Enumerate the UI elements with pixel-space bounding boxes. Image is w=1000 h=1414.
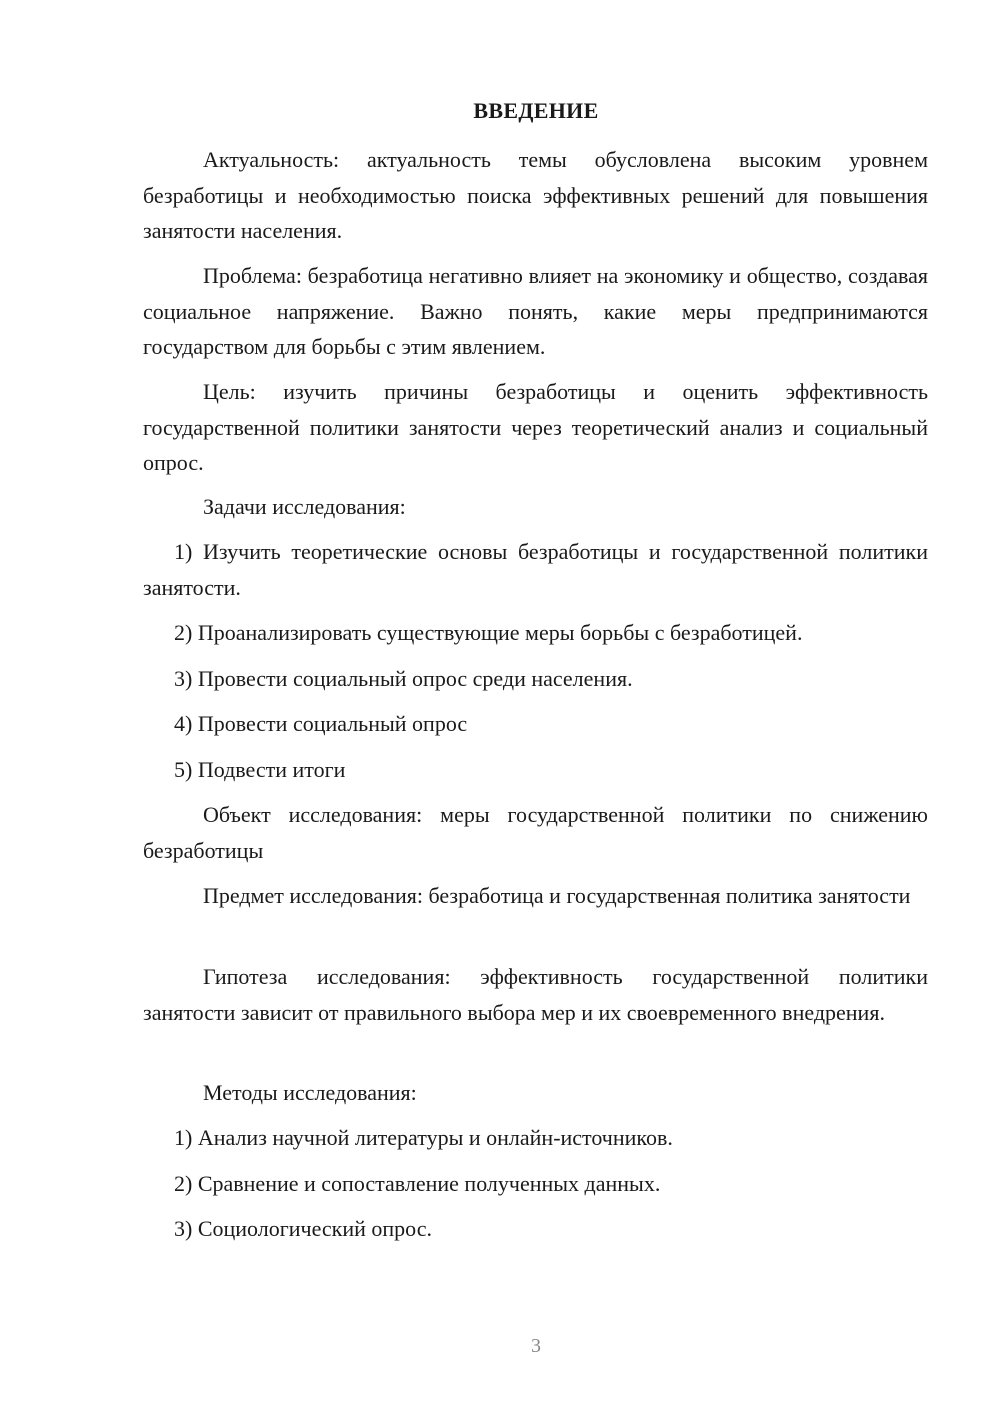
relevance-paragraph: Актуальность: актуальность темы обусловлена высоким уровнем безработицы и необходимостью поиска эффективных решений для повышения занятости населения. <box>143 147 928 243</box>
page-number: 3 <box>531 1335 541 1357</box>
goal-paragraph: Цель: изучить причины безработицы и оценить эффективность государственной политики занятости через теоретический анализ и социальный опрос. <box>143 379 928 475</box>
method-item-1: 1) Анализ научной литературы и онлайн-источников. <box>174 1125 673 1150</box>
task-item-3: 3) Провести социальный опрос среди населения. <box>174 666 633 691</box>
problem-paragraph: Проблема: безработица негативно влияет на экономику и общество, создавая социальное напряжение. Важно понять, какие меры предпринимаются государством для борьбы с этим явлением. <box>143 263 928 359</box>
method-item-3: 3) Социологический опрос. <box>174 1216 432 1241</box>
task-item-2: 2) Проанализировать существующие меры борьбы с безработицей. <box>174 620 803 645</box>
task-item-4: 4) Провести социальный опрос <box>174 711 468 736</box>
tasks-heading: Задачи исследования: <box>203 494 406 519</box>
object-paragraph: Объект исследования: меры государственной политики по снижению безработицы <box>143 802 928 863</box>
task-item-5: 5) Подвести итоги <box>174 757 346 782</box>
hypothesis-paragraph: Гипотеза исследования: эффективность государственной политики занятости зависит от правильного выбора мер и их своевременного внедрения. <box>143 964 928 1025</box>
task-item-1: 1) Изучить теоретические основы безработицы и государственной политики занятости. <box>143 539 928 600</box>
page-title: ВВЕДЕНИЕ <box>473 98 599 123</box>
method-item-2: 2) Сравнение и сопоставление полученных данных. <box>174 1171 661 1196</box>
methods-heading: Методы исследования: <box>203 1080 417 1105</box>
subject-paragraph: Предмет исследования: безработица и государственная политика занятости <box>203 883 911 908</box>
